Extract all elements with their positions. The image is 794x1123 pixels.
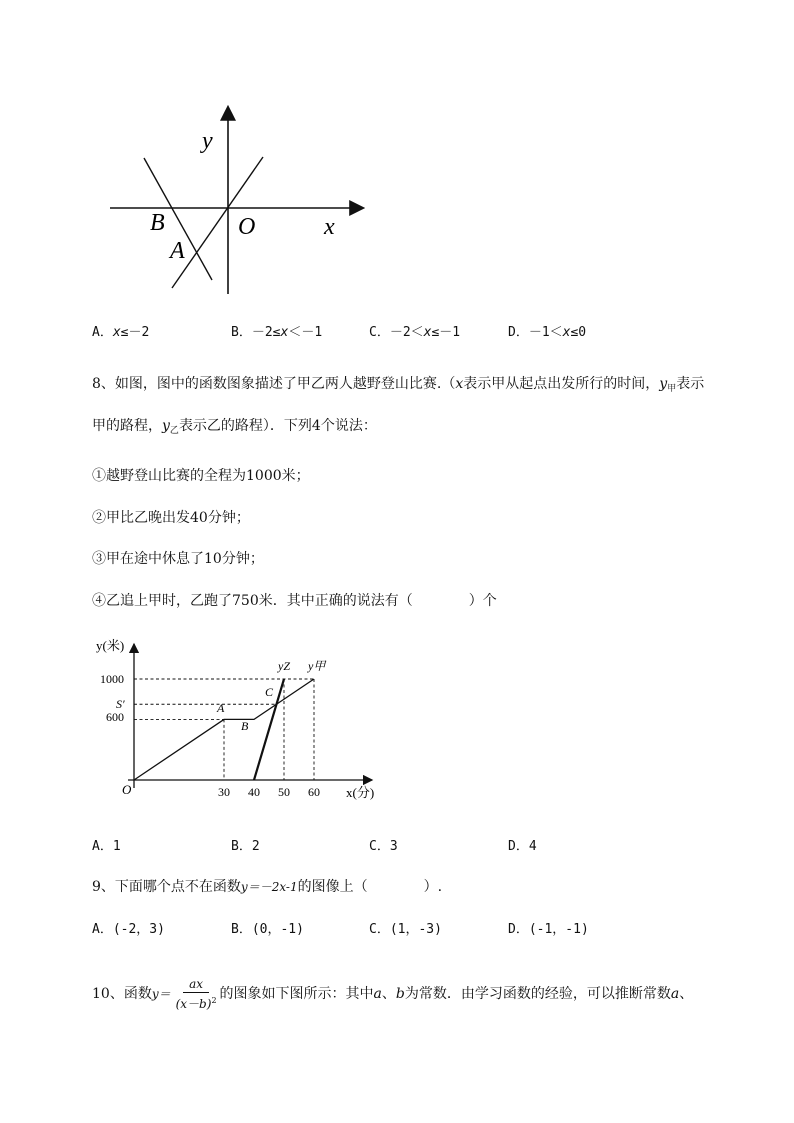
origin-label: O [238, 214, 256, 240]
q7-option-c[interactable]: C．－2＜x≤－1 [369, 325, 461, 340]
q8-stem-line2: 甲的路程，$y_乙$表示乙的路程）．下列4个说法： [92, 418, 377, 436]
chart-x-axis-label: x(分) [346, 785, 375, 800]
q8-option-d[interactable]: D．4 [508, 839, 537, 854]
q9-option-d[interactable]: D．(-1，-1) [508, 922, 589, 937]
point-b-label: B [150, 210, 165, 236]
y-tick-1000: 1000 [100, 672, 124, 686]
q8-option-b[interactable]: B．2 [231, 839, 260, 854]
q8-option-a[interactable]: A．1 [92, 839, 121, 854]
race-chart [90, 628, 390, 808]
point-b-label: B [241, 719, 249, 733]
x-tick-40: 40 [248, 785, 260, 799]
x-label: x [324, 214, 335, 240]
point-a-label: A [170, 238, 185, 264]
x-tick-50: 50 [278, 785, 290, 799]
q8-option-c[interactable]: C．3 [369, 839, 398, 854]
y-label: y [202, 128, 213, 154]
point-c-label: C [265, 685, 274, 699]
q7-option-d[interactable]: D．－1＜x≤0 [508, 325, 587, 340]
y-tick-600: 600 [106, 710, 124, 724]
chart-y-axis-label: y(米) [96, 638, 125, 653]
q7-option-a[interactable]: A．x≤－2 [92, 325, 150, 340]
q8-statement-4: ④乙追上甲时，乙跑了750米．其中正确的说法有（ ）个 [92, 593, 497, 609]
q8-statement-2: ②甲比乙晚出发40分钟； [92, 510, 250, 526]
q10-stem: 10、函数 y＝ ax $(x-b)^2$ 的图象如下图所示：其中 a 、 b 为常数．由学习函数的经验，可以推断常数 a 、 [92, 976, 694, 1011]
q8-statement-1: ①越野登山比赛的全程为1000米； [92, 468, 310, 484]
q9-option-b[interactable]: B．(0，-1) [231, 922, 304, 937]
q8-statement-3: ③甲在途中休息了10分钟； [92, 551, 264, 567]
series-yi-label: yZ [278, 659, 290, 673]
q9-stem: 9、下面哪个点不在函数y＝－2x-1的图像上（ ）. [92, 879, 443, 895]
x-tick-30: 30 [218, 785, 230, 799]
chart-origin-label: O [122, 782, 132, 797]
q9-formula: y＝－2x-1 [240, 880, 298, 894]
y-tick-s: S′ [116, 697, 125, 711]
q7-option-b[interactable]: B．－2≤x＜－1 [231, 325, 323, 340]
q9-option-a[interactable]: A．(-2，3) [92, 922, 165, 937]
point-a-label: A [217, 701, 225, 715]
figure-lines-axes [100, 100, 380, 300]
x-tick-60: 60 [308, 785, 320, 799]
q9-option-c[interactable]: C．(1，-3) [369, 922, 442, 937]
series-jia-label: y甲 [308, 659, 326, 673]
q10-fraction: ax $(x-b)^2$ [175, 976, 217, 1011]
q8-stem-line1: 8、如图，图中的函数图象描述了甲乙两人越野登山比赛.（x表示甲从起点出发所行的时间，$y_甲$表示 [92, 376, 705, 394]
